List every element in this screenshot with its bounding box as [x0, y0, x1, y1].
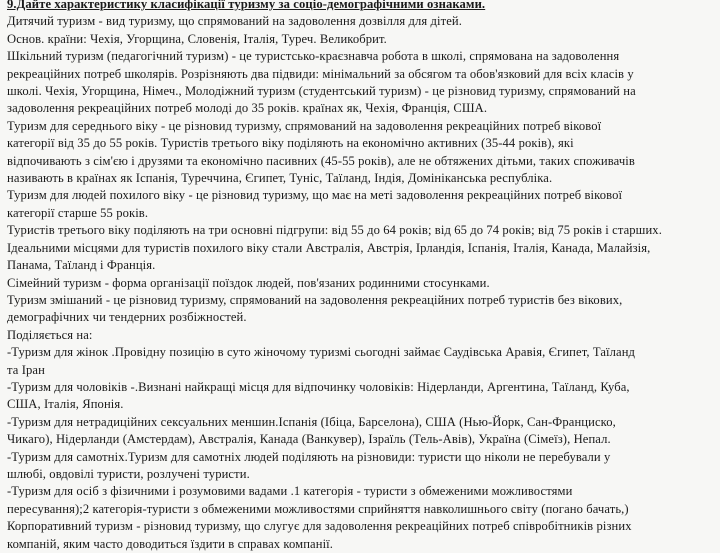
- text-line: категорії від 35 до 55 років. Туристів третього віку поділяють на економічно активних (35-44 років), які: [7, 136, 574, 151]
- text-line: -Туризм для чоловіків -.Визнані найкращі місця для відпочинку чоловіків: Нідерланди, Аргентина, Таїланд, Куба,: [7, 379, 630, 394]
- text-line: Корпоративний туризм - різновид туризму, що слугує для задоволення рекреаційних потреб співробітників різних: [7, 519, 632, 534]
- text-line: Панама, Таїланд і Франція.: [7, 258, 156, 273]
- text-line: Дитячий туризм - вид туризму, що спрямований на задоволення дозвілля для дітей.: [7, 14, 463, 29]
- text-line: демографічних чи тендерних розбіжностей.: [7, 310, 247, 325]
- text-line: Ідеальними місцями для туристів похилого віку стали Австралія, Австрія, Ірландія, Іспанія, Італія, Канада, Малайзія,: [7, 240, 651, 255]
- text-line: задоволення рекреаційних потреб молоді до 35 років. країнах як, Чехія, Франція, США.: [7, 101, 488, 116]
- text-line: Туризм змішаний - це різновид туризму, спрямований на задоволення рекреаційних потреб туристів без вікових,: [7, 292, 623, 307]
- text-line: відпочивають з сім'єю і друзями та економічно пасивних (45-55 років), але не обтяжених дітьми, таких споживачів: [7, 153, 635, 168]
- text-line: школі. Чехія, Угорщина, Німеч., Молодіжний туризм (студентський туризм) - це різновид туризму, спрямований на: [7, 84, 636, 99]
- text-line: -Туризм для самотніх.Туризм для самотніх людей поділяють на різновиди: туристи що ніколи не перебували у: [7, 449, 611, 464]
- text-line: називають в країнах як Іспанія, Туреччина, Єгипет, Туніс, Таїланд, Індія, Домініканська республіка.: [7, 171, 553, 186]
- text-line: Сімейний туризм - форма організації поїздок людей, пов'язаних родинними стосунками.: [7, 275, 490, 290]
- text-line: -Туризм для жінок .Провідну позицію в суто жіночому туризмі сьогодні займає Саудівська Аравія, Єгипет, Таїланд: [7, 345, 636, 360]
- text-line: США, Італія, Японія.: [7, 397, 124, 412]
- text-line: категорії старше 55 років.: [7, 205, 149, 220]
- text-line: Поділяється на:: [7, 327, 93, 342]
- text-line: шлюбі, овдовілі туристи, розлучені туристи.: [7, 466, 250, 481]
- document-title: 9.Дайте характеристику класифікації туризму за соціо-демографічними ознаками.: [7, 0, 486, 11]
- text-line: Чикаго), Нідерланди (Амстердам), Австралія, Канада (Ванкувер), Ізраїль (Тель-Авів), Україна (Сімеїз), Непал.: [7, 432, 611, 447]
- text-line: пересування);2 категорія-туристи з обмеженими можливостями сприйняття навколишнього світу (погано бачать,): [7, 501, 629, 516]
- text-line: Шкільний туризм (педагогічний туризм) - це туристсько-краєзнавча робота в школі, спрямована на задоволення: [7, 49, 620, 64]
- text-line: компаній, яким часто доводиться їздити в справах компанії.: [7, 536, 334, 551]
- text-line: Основ. країни: Чехія, Угорщина, Словенія, Італія, Туреч. Великобрит.: [7, 31, 387, 46]
- text-line: рекреаційних потреб школярів. Розрізняють два підвиди: мінімальний за обсягом та обов'язковий для всіх класів у: [7, 66, 634, 81]
- text-line: та Іран: [7, 362, 45, 377]
- text-line: Туристів третього віку поділяють на три основні підгрупи: від 55 до 64 років; від 65 до 74 років; від 75 років і старших.: [7, 223, 662, 238]
- text-line: Туризм для людей похилого віку - це різновид туризму, що має на меті задоволення рекреаційних потреб вікової: [7, 188, 623, 203]
- text-line: -Туризм для осіб з фізичними і розумовими вадами .1 категорія - туристи з обмеженими можливостями: [7, 484, 573, 499]
- text-line: -Туризм для нетрадиційних сексуальних меншин.Іспанія (Ібіца, Барселона), США (Нью-Йорк, Сан-Франциско,: [7, 414, 616, 429]
- text-line: Туризм для середнього віку - це різновид туризму, спрямований на задоволення рекреаційних потреб вікової: [7, 118, 602, 133]
